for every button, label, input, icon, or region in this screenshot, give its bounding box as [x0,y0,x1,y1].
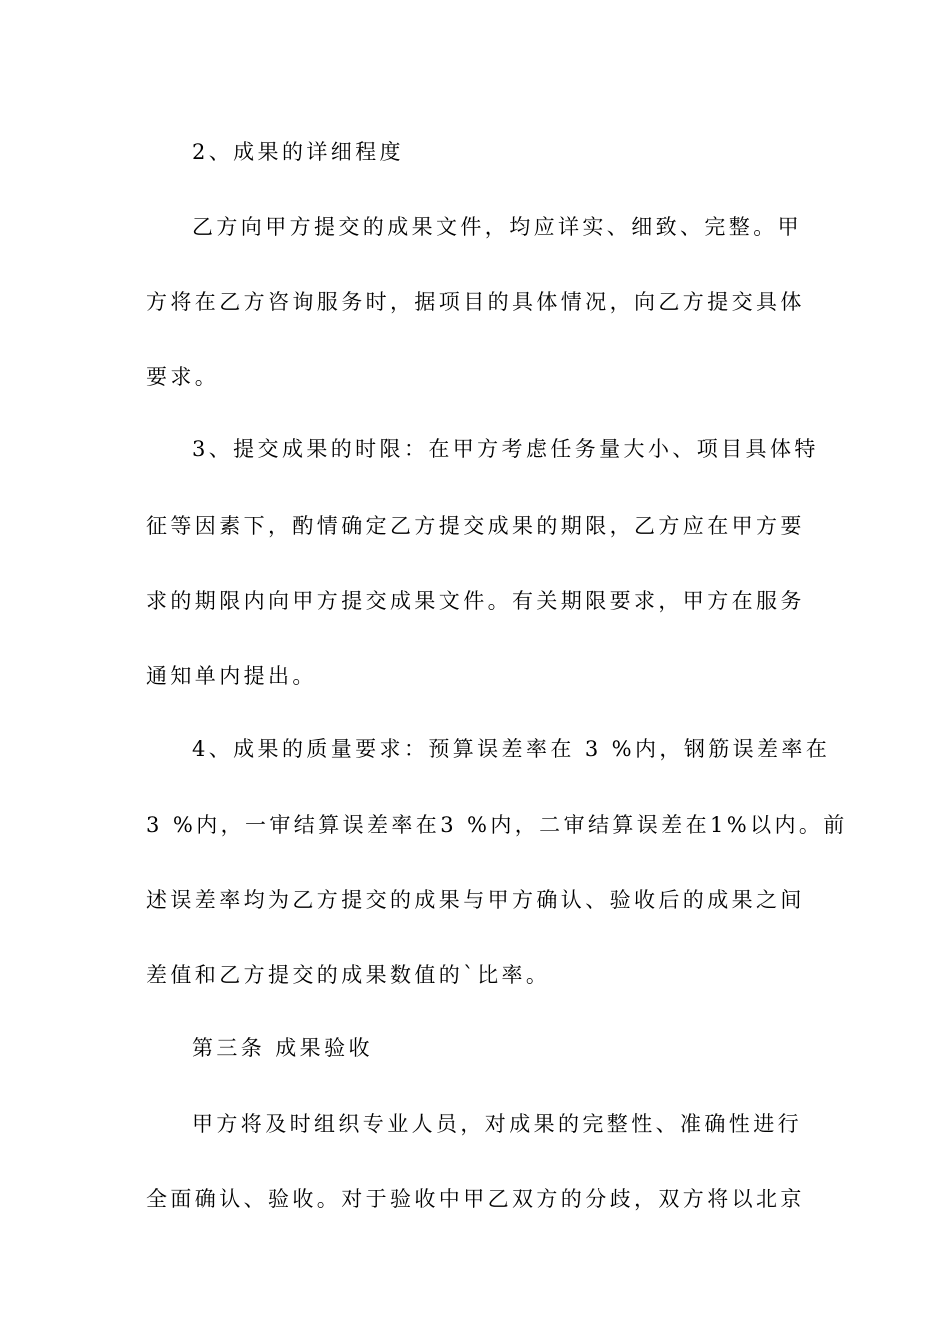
paragraph-line: 3、提交成果的时限：在甲方考虑任务量大小、项目具体特 [192,437,819,461]
paragraph-line: 甲方将及时组织专业人员，对成果的完整性、准确性进行 [192,1112,802,1136]
paragraph-line: 乙方向甲方提交的成果文件，均应详实、细致、完整。甲 [192,215,802,239]
paragraph-line: 要求。 [146,365,220,389]
paragraph-line: 述误差率均为乙方提交的成果与甲方确认、验收后的成果之间 [146,888,805,912]
article-heading-acceptance: 第三条 成果验收 [192,1036,373,1060]
paragraph-line: 方将在乙方咨询服务时，据项目的具体情况，向乙方提交具体 [146,290,805,314]
paragraph-line: 征等因素下，酌情确定乙方提交成果的期限，乙方应在甲方要 [146,514,805,538]
paragraph-line: 差值和乙方提交的成果数值的`比率。 [146,963,551,987]
paragraph-line: 求的期限内向甲方提交成果文件。有关期限要求，甲方在服务 [146,589,805,613]
section-heading-detail-level: 2、成果的详细程度 [192,140,404,164]
paragraph-line: 4、成果的质量要求：预算误差率在 3 %内，钢筋误差率在 [192,737,831,761]
paragraph-line: 全面确认、验收。对于验收中甲乙双方的分歧，双方将以北京 [146,1187,805,1211]
paragraph-line: 3 %内，一审结算误差率在3 %内，二审结算误差在1%以内。前 [146,813,848,837]
paragraph-line: 通知单内提出。 [146,664,317,688]
